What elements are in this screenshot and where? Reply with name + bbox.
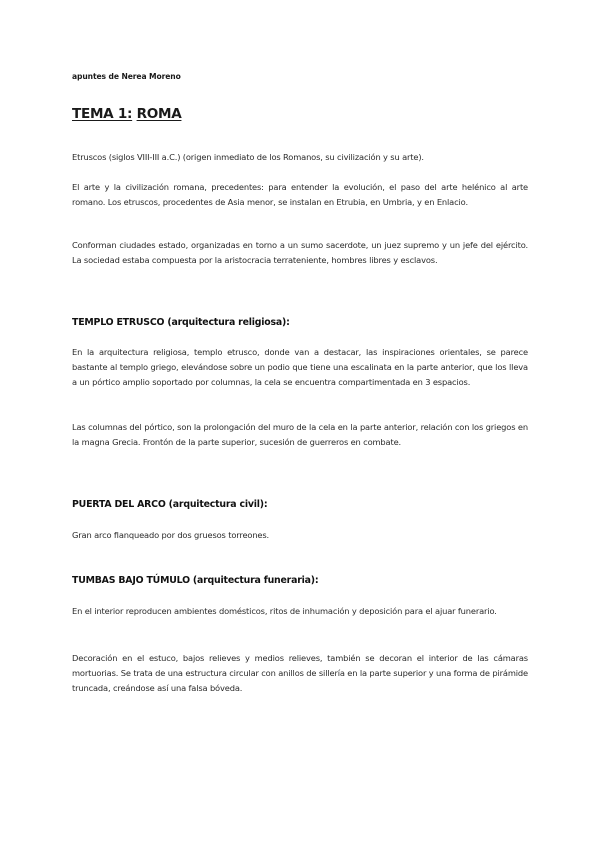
section-heading-tumbas: TUMBAS BAJO TÚMULO (arquitectura funeraria):: [72, 575, 319, 586]
templo-paragraph-2: Las columnas del pórtico, son la prolongación del muro de la cela en la parte anterior, relación con los griegos en la magna Grecia. Frontón de la parte superior, sucesión de guerreros en combate.: [72, 422, 528, 447]
tumbas-paragraph-2: Decoración en el estuco, bajos relieves y medios relieves, también se decoran el interior de las cámaras mortuorias. Se trata de una estructura circular con anillos de sillería en la parte superior y una forma de pirámide truncada, creándose así una falsa bóveda.: [72, 653, 528, 693]
intro-paragraph-3: Conforman ciudades estado, organizadas en torno a un sumo sacerdote, un juez supremo y un jefe del ejército. La sociedad estaba compuesta por la aristocracia terrateniente, hombres libres y esclavos.: [72, 240, 528, 265]
author-note: apuntes de Nerea Moreno: [72, 72, 181, 81]
intro-paragraph-2: El arte y la civilización romana, precedentes: para entender la evolución, el paso del arte helénico al arte romano. Los etruscos, procedentes de Asia menor, se instalan en Etrubia, en Umbria, y en Enlacio.: [72, 182, 528, 207]
section-heading-puerta: PUERTA DEL ARCO (arquitectura civil):: [72, 499, 268, 510]
section-heading-templo: TEMPLO ETRUSCO (arquitectura religiosa):: [72, 317, 290, 328]
title-subject: ROMA: [136, 106, 182, 122]
templo-paragraph-1: En la arquitectura religiosa, templo etrusco, donde van a destacar, las inspiraciones orientales, se parece bastante al templo griego, elevándose sobre un podio que tiene una escalinata en la parte anterior, que los lleva a un pórtico amplio soportado por columnas, la cela se encuentra compartimentada en 3 espacios.: [72, 347, 528, 387]
tumbas-paragraph-1: En el interior reproducen ambientes domésticos, ritos de inhumación y deposición para el ajuar funerario.: [72, 606, 497, 616]
title-prefix: TEMA 1:: [72, 106, 133, 122]
page-title: [72, 106, 181, 122]
puerta-paragraph-1: Gran arco flanqueado por dos gruesos torreones.: [72, 530, 270, 540]
intro-paragraph-1: Etruscos (siglos VIII-III a.C.) (origen inmediato de los Romanos, su civilización y su arte).: [72, 152, 424, 162]
